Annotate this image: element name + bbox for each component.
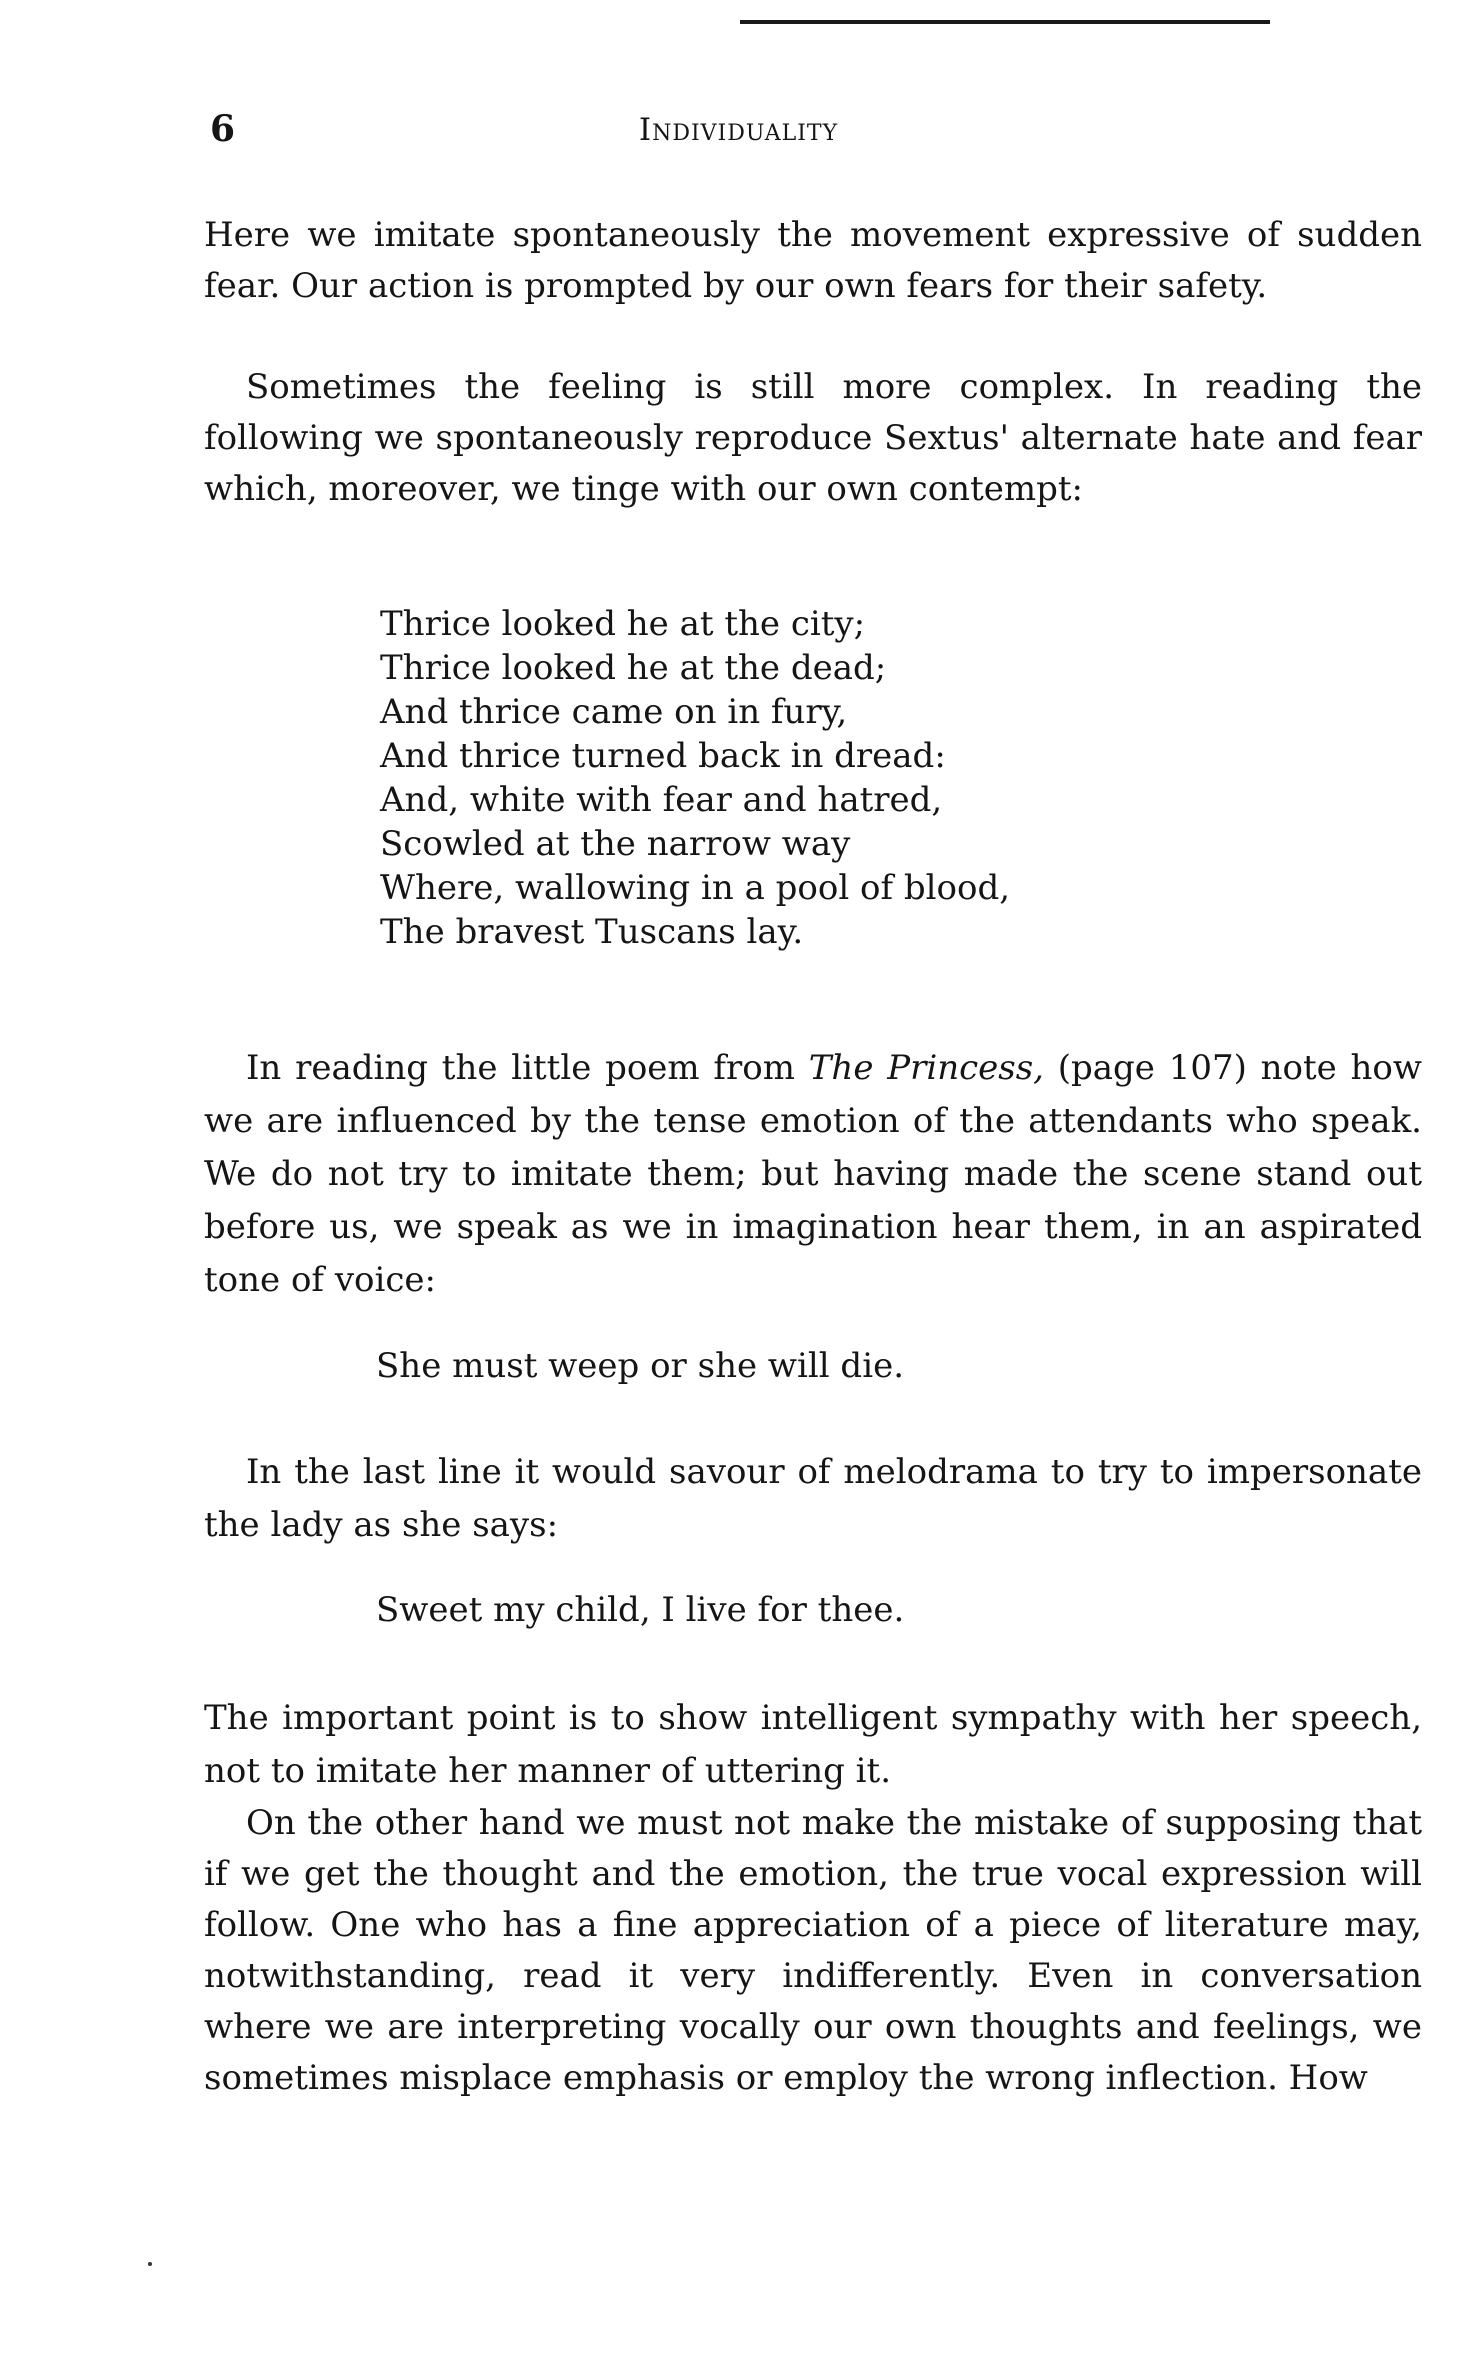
quote-sweet: Sweet my child, I live for thee. [376,1590,905,1630]
paragraph-sympathy: The important point is to show intelligent sympathy with her speech, not to imitate her manner of uttering it. [204,1698,1422,1791]
verse-line: And thrice turned back in dread: [380,736,946,776]
paragraph-melodrama: In the last line it would savour of melodrama to try to impersonate the lady as she says: [204,1452,1422,1545]
top-rule [740,20,1270,24]
verse-block [380,602,1010,954]
paragraph-fear: Here we imitate spontaneously the movement expressive of sudden fear. Our action is prompted by our own fears for their safety. [204,215,1422,306]
verse-line: Thrice looked he at the dead; [380,648,887,688]
page-number: 6 [210,108,236,150]
quote-weep: She must weep or she will die. [376,1346,904,1386]
verse-line: And, white with fear and hatred, [380,780,943,820]
paragraph-other-hand: On the other hand we must not make the mistake of supposing that if we get the thought and the emotion, the true vocal expression will follow. One who has a fine appreciation of a piece of literature may, notwithstanding, read it very indifferently. Even in conversation where we are interpreting vocally our own thoughts and feelings, we sometimes misplace emphasis or employ the wrong inflection. How [204,1803,1422,2098]
verse-line: Scowled at the narrow way [380,824,851,864]
verse-line: And thrice came on in fury, [380,692,848,732]
paragraph-princess [204,1042,1422,1307]
verse-line: Thrice looked he at the city; [380,604,866,644]
paragraph-princess-text: In reading the little poem from [246,1048,809,1088]
speck [148,2262,152,2266]
paragraph-princess-text: (page 107) note how we are influenced by the tense emotion of the attendants who speak. We do not try to imitate them; but having made the scene stand out before us, we speak as we in imagination hear them, in an aspirated tone of voice: [204,1048,1422,1300]
verse-line: The bravest Tuscans lay. [380,912,804,952]
book-title: The Princess, [808,1048,1044,1088]
verse-line: Where, wallowing in a pool of blood, [380,868,1011,908]
running-title: Individuality [638,112,839,148]
paragraph-complex-feeling: Sometimes the feeling is still more complex. In reading the following we spontaneously reproduce Sextus' alternate hate and fear which, moreover, we tinge with our own contempt: [204,367,1422,509]
